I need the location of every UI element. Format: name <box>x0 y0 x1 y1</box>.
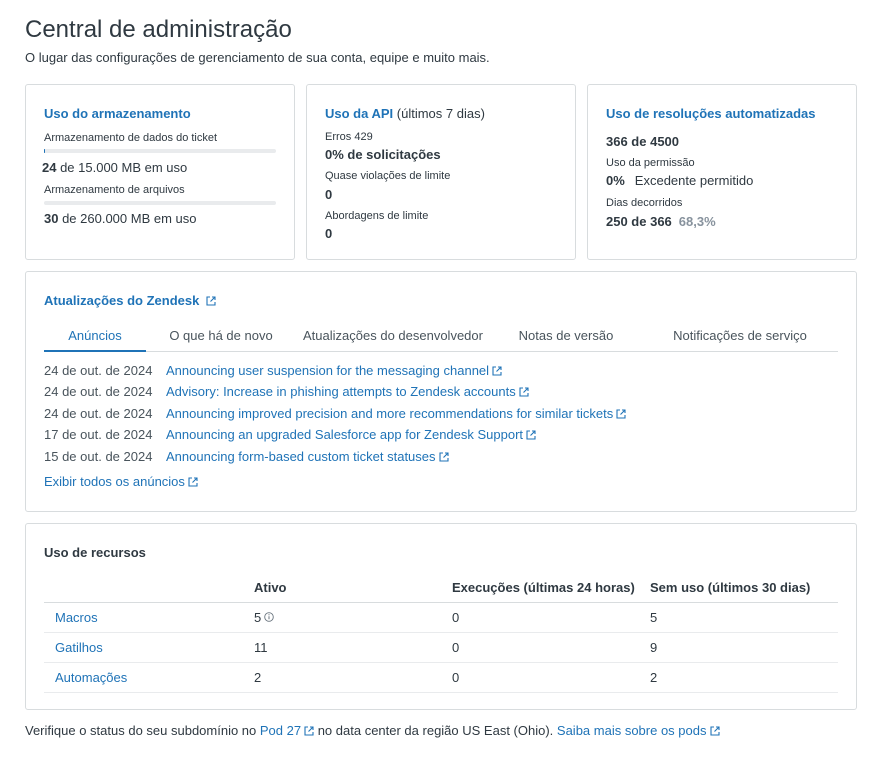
unused-cell: 2 <box>650 662 838 692</box>
table-header-row <box>44 574 838 602</box>
external-link-icon <box>188 477 198 487</box>
column-header-runs: Execuções (últimas 24 horas) <box>452 574 650 602</box>
list-item <box>44 384 529 399</box>
pod-link[interactable]: Pod 27 <box>259 723 302 738</box>
pod-status-footer: Verifique o status do seu subdomínio no Pod 27 no data center da região US East (Ohio). Saiba mais sobre os pods <box>25 723 720 738</box>
resource-usage-table <box>44 574 838 693</box>
triggers-link[interactable]: Gatilhos <box>55 639 103 655</box>
resource-usage-title: Uso de recursos <box>44 545 146 560</box>
tab-whats-new[interactable]: O que há de novo <box>169 328 273 343</box>
external-link-icon <box>492 366 502 376</box>
zendesk-updates-card <box>25 271 857 512</box>
tab-release-notes[interactable]: Notas de versão <box>518 328 614 343</box>
file-storage-value: 30 de 260.000 MB em uso <box>44 211 197 226</box>
runs-cell: 0 <box>452 632 650 662</box>
active-cell: 2 <box>254 662 452 692</box>
announcement-link[interactable]: Announcing form-based custom ticket statuses <box>166 449 436 464</box>
view-all-announcements[interactable]: Exibir todos os anúncios <box>44 474 198 489</box>
announcement-link[interactable]: Advisory: Increase in phishing attempts to Zendesk accounts <box>166 384 516 399</box>
announcement-date: 17 de out. de 2024 <box>44 427 153 442</box>
api-card <box>306 84 576 260</box>
tab-service-notifications[interactable]: Notificações de serviço <box>673 328 807 343</box>
active-cell: 11 <box>254 632 452 662</box>
column-header-unused: Sem uso (últimos 30 dias) <box>650 574 838 602</box>
external-link-icon <box>439 452 449 462</box>
days-elapsed-value: 250 de 366 68,3% <box>606 214 716 229</box>
list-item <box>44 406 626 421</box>
api-usage-link[interactable]: Uso da API <box>325 106 394 121</box>
column-header <box>44 574 254 602</box>
external-link-icon <box>304 726 314 736</box>
announcement-link[interactable]: Announcing an upgraded Salesforce app for Zendesk Support <box>166 427 524 442</box>
table-row <box>44 632 838 662</box>
list-item <box>44 449 449 464</box>
announcement-date: 24 de out. de 2024 <box>44 363 153 378</box>
runs-cell: 0 <box>452 602 650 632</box>
runs-cell: 0 <box>452 662 650 692</box>
table-row <box>44 662 838 692</box>
limit-approaches-label: Abordagens de limite <box>325 210 429 222</box>
macros-link[interactable]: Macros <box>55 609 98 625</box>
storage-card <box>25 84 295 260</box>
column-header-active: Ativo <box>254 574 452 602</box>
storage-usage-link[interactable]: Uso do armazenamento <box>44 106 191 121</box>
automated-resolutions-card <box>587 84 857 260</box>
external-link-icon <box>616 409 626 419</box>
unused-cell: 9 <box>650 632 838 662</box>
updates-title[interactable]: Atualizações do Zendesk <box>44 293 216 308</box>
page-subtitle: O lugar das configurações de gerenciamento de sua conta, equipe e muito mais. <box>25 50 490 65</box>
announcement-date: 24 de out. de 2024 <box>44 384 153 399</box>
errors-429-value: 0% de solicitações <box>325 147 441 162</box>
announcement-date: 15 de out. de 2024 <box>44 449 153 464</box>
errors-429-label: Erros 429 <box>325 131 373 143</box>
tab-developer-updates[interactable]: Atualizações do desenvolvedor <box>303 328 483 343</box>
external-link-icon <box>526 430 536 440</box>
page-title: Central de administração <box>25 16 292 43</box>
updates-tabs <box>44 324 838 352</box>
info-icon[interactable] <box>264 612 274 622</box>
tab-announcements[interactable]: Anúncios <box>44 324 146 352</box>
resource-usage-card <box>25 523 857 710</box>
automations-link[interactable]: Automações <box>55 669 128 685</box>
file-storage-label: Armazenamento de arquivos <box>44 184 185 196</box>
near-limit-label: Quase violações de limite <box>325 170 451 182</box>
limit-approaches-value: 0 <box>325 226 333 241</box>
days-elapsed-label: Dias decorridos <box>606 197 683 209</box>
list-item <box>44 363 502 378</box>
permission-usage-value: 0% Excedente permitido <box>606 173 754 188</box>
active-cell: 5 <box>254 602 452 632</box>
external-link-icon <box>206 296 216 306</box>
external-link-icon <box>519 387 529 397</box>
file-storage-bar <box>44 201 276 205</box>
api-card-title: Uso da API (últimos 7 dias) <box>325 106 485 121</box>
learn-about-pods-link[interactable]: Saiba mais sobre os pods <box>556 723 707 738</box>
permission-usage-label: Uso da permissão <box>606 157 695 169</box>
announcement-link[interactable]: Announcing improved precision and more recommendations for similar tickets <box>166 406 614 421</box>
unused-cell: 5 <box>650 602 838 632</box>
automated-resolutions-link[interactable]: Uso de resoluções automatizadas <box>606 106 816 121</box>
ticket-storage-bar <box>44 149 276 153</box>
near-limit-value: 0 <box>325 187 333 202</box>
list-item <box>44 427 536 442</box>
table-row <box>44 602 838 632</box>
external-link-icon <box>710 726 720 736</box>
announcement-date: 24 de out. de 2024 <box>44 406 153 421</box>
ticket-storage-value: 24 de 15.000 MB em uso <box>42 160 188 175</box>
resolutions-count: 366 de 4500 <box>606 134 680 149</box>
announcement-link[interactable]: Announcing user suspension for the messaging channel <box>166 363 490 378</box>
ticket-storage-label: Armazenamento de dados do ticket <box>44 132 218 144</box>
